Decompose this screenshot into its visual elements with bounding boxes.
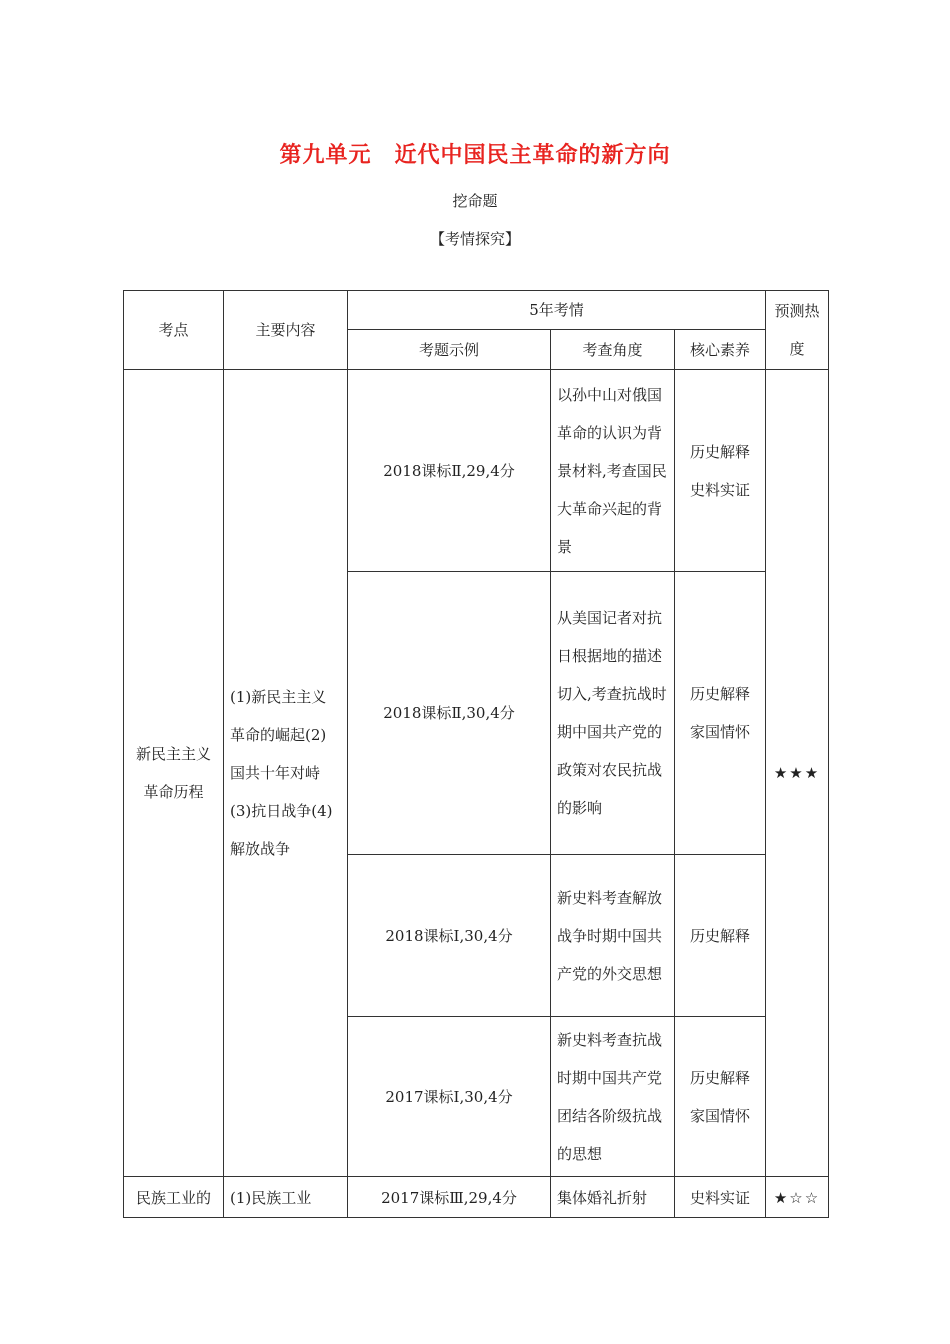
literacy-item: 历史解释: [689, 685, 750, 703]
main-content-cell: (1)新民主主义革命的崛起(2)国共十年对峙(3)抗日战争(4)解放战争: [224, 370, 348, 1177]
header-angle: 考查角度: [551, 330, 675, 370]
example-cell: 2018课标Ⅰ,30,4分: [348, 855, 551, 1017]
literacy-item: 历史解释: [689, 1068, 750, 1087]
heat-rating: ★☆☆: [766, 1177, 829, 1218]
header-forecast: 预测热度: [766, 291, 829, 370]
example-cell: 2017课标Ⅲ,29,4分: [348, 1177, 551, 1218]
header-five-year: 5年考情: [348, 291, 766, 330]
literacy-cell: [675, 572, 766, 855]
angle-cell: 从美国记者对抗日根据地的描述切入,考查抗战时期中国共产党的政策对农民抗战的影响: [551, 572, 675, 855]
literacy-cell: [675, 370, 766, 572]
literacy-cell: [675, 1017, 766, 1177]
example-cell: 2018课标Ⅱ,29,4分: [348, 370, 551, 572]
literacy-item: 历史解释: [689, 442, 750, 461]
literacy-cell: [675, 855, 766, 1017]
main-content-cell: (1)民族工业: [224, 1177, 348, 1218]
exam-analysis-table: [123, 290, 829, 1218]
section-heading: 【考情探究】: [429, 230, 520, 248]
subtitle: 挖命题: [452, 192, 498, 210]
angle-cell: 以孙中山对俄国革命的认识为背景材料,考查国民大革命兴起的背景: [551, 370, 675, 572]
literacy-item: 家国情怀: [689, 1106, 750, 1125]
header-kaodian: 考点: [124, 291, 224, 370]
literacy-item: 家国情怀: [689, 723, 750, 741]
example-cell: 2018课标Ⅱ,30,4分: [348, 572, 551, 855]
literacy-item: 历史解释: [689, 926, 750, 945]
angle-cell: 新史料考查解放战争时期中国共产党的外交思想: [551, 855, 675, 1017]
heat-rating: ★★★: [766, 370, 829, 1177]
kaodian-cell: 民族工业的: [124, 1177, 224, 1218]
example-cell: 2017课标Ⅰ,30,4分: [348, 1017, 551, 1177]
header-example: 考题示例: [348, 330, 551, 370]
header-main-content: 主要内容: [224, 291, 348, 370]
angle-cell: 集体婚礼折射: [551, 1177, 675, 1218]
angle-cell: 新史料考查抗战时期中国共产党团结各阶级抗战的思想: [551, 1017, 675, 1177]
literacy-cell: 史料实证: [675, 1177, 766, 1218]
header-literacy: 核心素养: [675, 330, 766, 370]
page-title: 第九单元 近代中国民主革命的新方向: [279, 143, 671, 168]
literacy-item: 史料实证: [689, 480, 750, 499]
kaodian-cell: 新民主主义革命历程: [124, 370, 224, 1177]
